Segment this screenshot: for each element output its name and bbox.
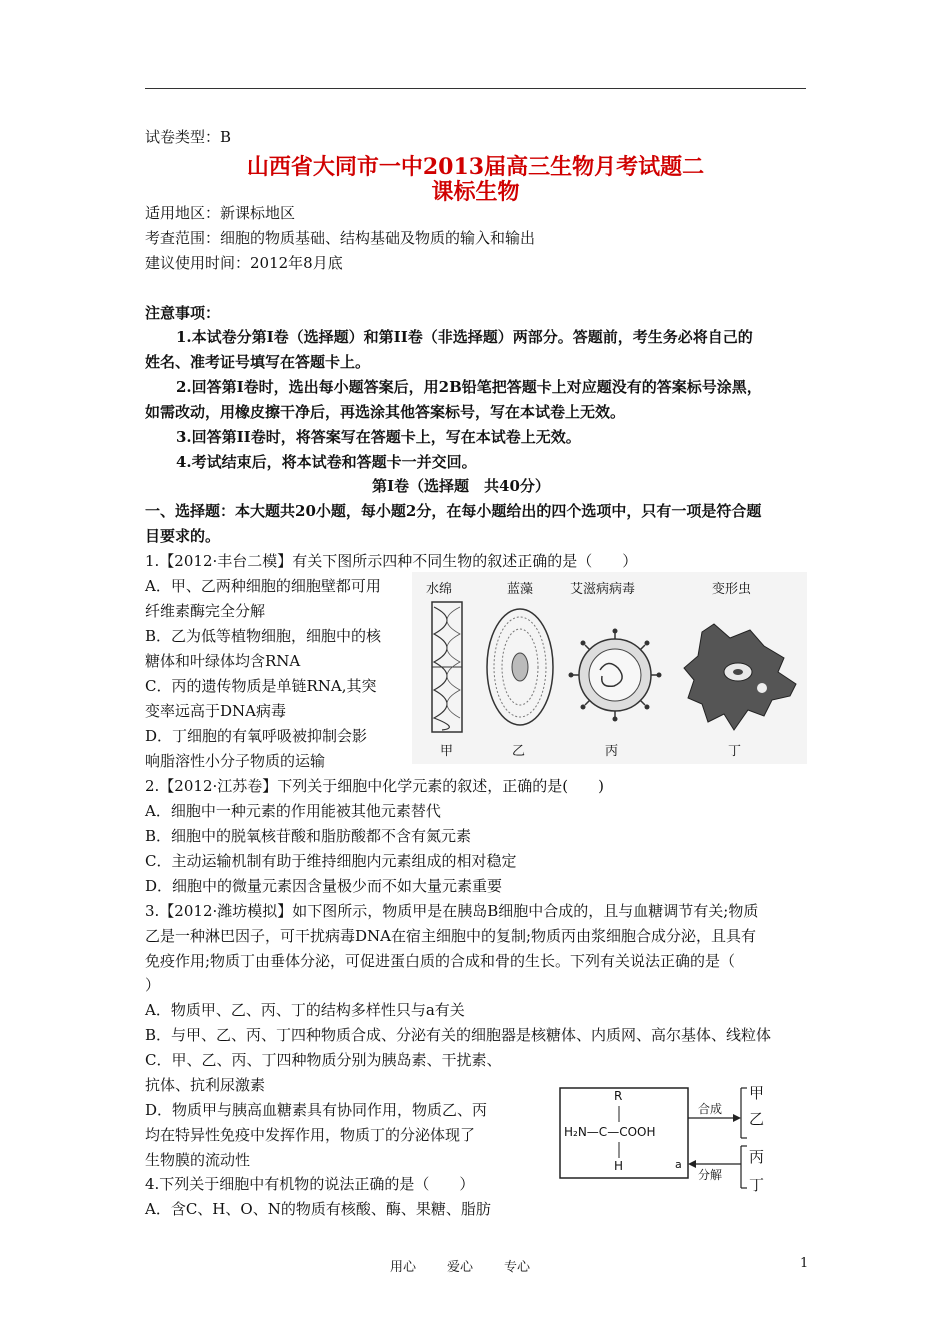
diagram-synthesis: 合成 <box>698 1102 723 1116</box>
suggested-time: 建议使用时间：2012年8月底 <box>145 254 343 272</box>
q1-stem: 1.【2012·丰台二模】有关下图所示四种不同生物的叙述正确的是（ ） <box>145 552 638 570</box>
organisms-illustration <box>412 572 807 764</box>
q1-line: 变率远高于DNA病毒 <box>145 702 286 720</box>
q3-stem: 免疫作用;物质丁由垂体分泌，可促进蛋白质的合成和骨的生长。下列有关说法正确的是（ <box>145 952 736 970</box>
section-title: 第Ⅰ卷（选择题 共40分） <box>372 477 550 495</box>
notice-item: 3.回答第II卷时，将答案写在答题卡上，写在本试卷上无效。 <box>176 428 581 446</box>
footer-slogan-2: 爱心 <box>447 1260 474 1275</box>
q1-line: 纤维素酶完全分解 <box>145 602 266 620</box>
notice-item: 2.回答第Ⅰ卷时，选出每小题答案后，用2B铅笔把答题卡上对应题没有的答案标号涂黑， <box>176 378 762 396</box>
diagram-product: 甲 <box>749 1084 765 1102</box>
footer-slogan-1: 用心 <box>390 1260 417 1275</box>
diagram-decomposition: 分解 <box>698 1168 723 1182</box>
q2-stem: 2.【2012·江苏卷】下列关于细胞中化学元素的叙述，正确的是( ) <box>145 777 604 795</box>
region: 适用地区：新课标地区 <box>145 204 296 222</box>
scope: 考查范围：细胞的物质基础、结构基础及物质的输入和输出 <box>145 229 536 247</box>
organism-letter: 丙 <box>605 744 619 759</box>
diagram-product: 丁 <box>749 1176 765 1194</box>
q3-stem: 乙是一种淋巴因子，可干扰病毒DNA在宿主细胞中的复制;物质丙由浆细胞合成分泌，且具有 <box>145 927 757 945</box>
notice-heading: 注意事项： <box>145 304 221 322</box>
q3-line: B．与甲、乙、丙、丁四种物质合成、分泌有关的细胞器是核糖体、内质网、高尔基体、线粒体 <box>145 1026 772 1044</box>
q1-line: A．甲、乙两种细胞的细胞壁都可用 <box>145 577 381 595</box>
q1-line: 糖体和叶绿体均含RNA <box>145 652 301 670</box>
q3-line: 均在特异性免疫中发挥作用，物质丁的分泌体现了 <box>145 1126 476 1144</box>
q4-option-a: A．含C、H、O、N的物质有核酸、酶、果糖、脂肪 <box>145 1200 491 1218</box>
organism-name: 水绵 <box>426 582 453 597</box>
diagram-formula: H₂N—C—COOH <box>564 1125 656 1139</box>
notice-item: 姓名、准考证号填写在答题卡上。 <box>145 353 371 371</box>
q3-line: 生物膜的流动性 <box>145 1151 251 1169</box>
organism-letter: 乙 <box>512 744 526 759</box>
footer-slogan-3: 专心 <box>504 1260 531 1275</box>
diagram-product: 乙 <box>749 1110 765 1128</box>
diagram-h: H <box>614 1159 624 1173</box>
q2-option-b: B．细胞中的脱氧核苷酸和脂肪酸都不含有氮元素 <box>145 827 472 845</box>
header-rule <box>145 88 806 89</box>
organism-name: 艾滋病病毒 <box>570 582 636 597</box>
section-intro: 一、选择题：本大题共20小题，每小题2分，在每小题给出的四个选项中，只有一项是符合题 <box>145 502 762 520</box>
q3-diagram <box>553 1080 783 1196</box>
q2-option-a: A．细胞中一种元素的作用能被其他元素替代 <box>145 802 441 820</box>
q1-figure <box>412 572 807 764</box>
organism-letter: 丁 <box>728 744 742 759</box>
notice-item: 如需改动，用橡皮擦干净后，再选涂其他答案标号，写在本试卷上无效。 <box>145 403 626 421</box>
organism-name: 蓝藻 <box>507 582 534 597</box>
q3-line: C．甲、乙、丙、丁四种物质分别为胰岛素、干扰素、 <box>145 1051 502 1069</box>
organism-letter: 甲 <box>440 744 454 759</box>
organism-name: 变形虫 <box>712 582 752 597</box>
diagram-a: a <box>675 1158 682 1171</box>
diagram-r-group: R <box>614 1089 623 1103</box>
notice-item: 1.本试卷分第Ⅰ卷（选择题）和第II卷（非选择题）两部分。答题前，考生务必将自己的 <box>176 328 753 346</box>
section-intro: 目要求的。 <box>145 527 221 545</box>
q1-line: B．乙为低等植物细胞，细胞中的核 <box>145 627 382 645</box>
q3-line: 抗体、抗利尿激素 <box>145 1076 266 1094</box>
page-number: 1 <box>800 1256 809 1271</box>
q4-stem: 4.下列关于细胞中有机物的说法正确的是（ ） <box>145 1175 475 1193</box>
q2-option-d: D．细胞中的微量元素因含量极少而不如大量元素重要 <box>145 877 503 895</box>
title-line-2: 课标生物 <box>431 179 520 205</box>
q1-line: D．丁细胞的有氧呼吸被抑制会影 <box>145 727 368 745</box>
paper-type: 试卷类型：B <box>145 128 232 146</box>
q1-line: C．丙的遗传物质是单链RNA,其突 <box>145 677 377 695</box>
diagram-product: 丙 <box>749 1148 765 1166</box>
title-line-1: 山西省大同市一中2013届高三生物月考试题二 <box>246 154 705 180</box>
q3-stem: ） <box>145 976 161 994</box>
q1-line: 响脂溶性小分子物质的运输 <box>145 752 326 770</box>
q3-line: A．物质甲、乙、丙、丁的结构多样性只与a有关 <box>145 1001 465 1019</box>
q2-option-c: C．主动运输机制有助于维持细胞内元素组成的相对稳定 <box>145 852 517 870</box>
notice-item: 4.考试结束后，将本试卷和答题卡一并交回。 <box>176 453 477 471</box>
q3-line: D．物质甲与胰高血糖素具有协同作用，物质乙、丙 <box>145 1101 488 1119</box>
q3-stem: 3.【2012·潍坊模拟】如下图所示，物质甲是在胰岛B细胞中合成的，且与血糖调节有关;物质 <box>145 902 759 920</box>
